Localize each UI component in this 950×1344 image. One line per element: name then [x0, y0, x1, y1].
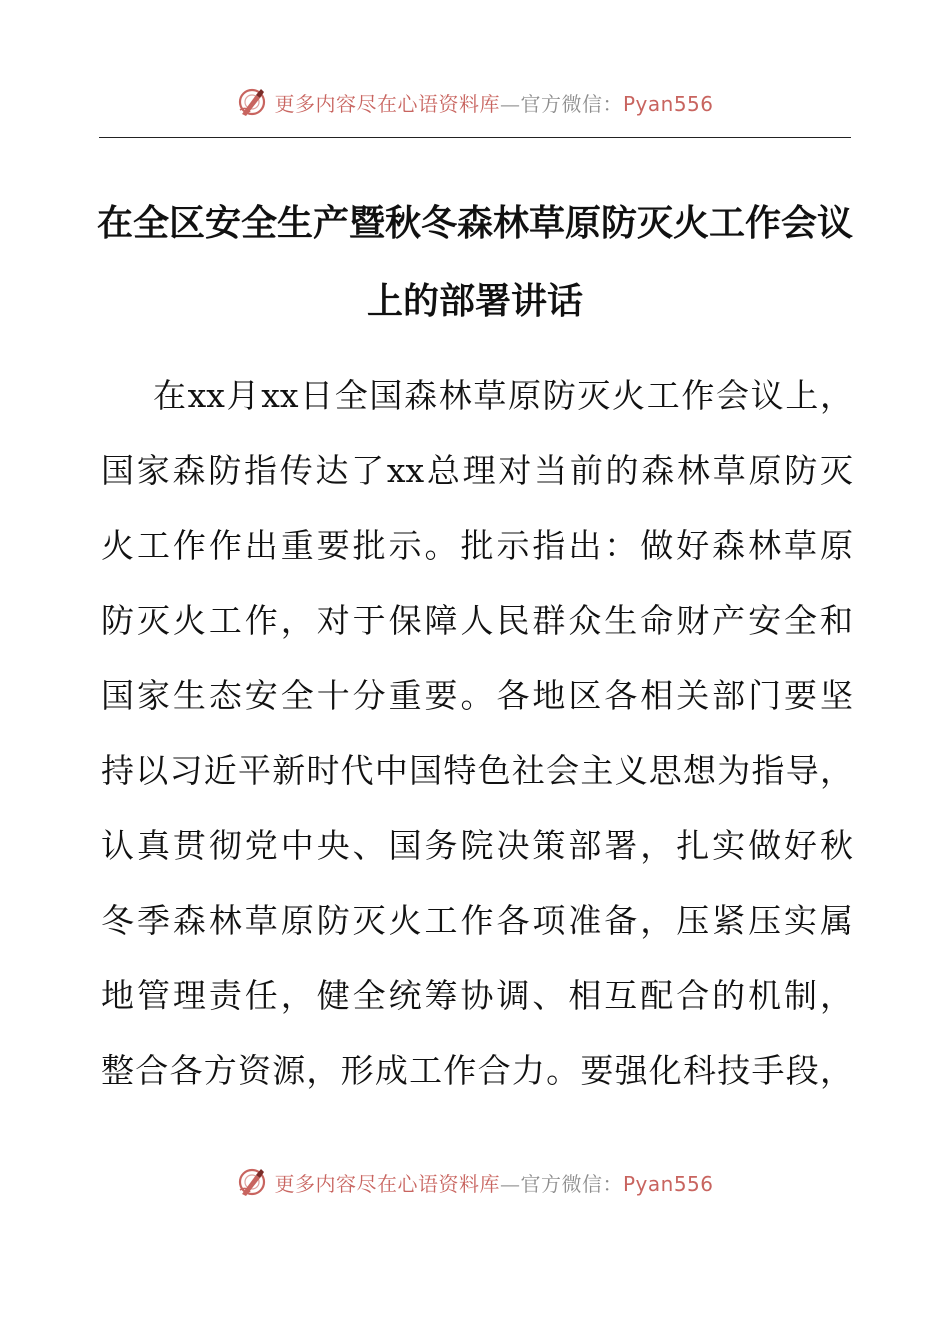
watermark-wechat-id: Pyan556 — [622, 91, 714, 116]
watermark-official: 官方微信： — [520, 91, 623, 116]
document-title-line-1: 在全区安全生产暨秋冬森林草原防灭火工作会议 — [96, 203, 853, 244]
watermark-lead: 更多内容尽在心语资料库 — [274, 1171, 500, 1196]
watermark-official: 官方微信： — [520, 1171, 623, 1196]
watermark-wechat-id: Pyan556 — [622, 1171, 714, 1196]
body-line: 火工作作出重要批示。批示指出：做好森林草原 — [101, 526, 853, 565]
body-line: 持以习近平新时代中国特色社会主义思想为指导， — [101, 751, 853, 790]
body-line: 国家森防指传达了xx总理对当前的森林草原防灭 — [101, 451, 853, 490]
body-line: 认真贯彻党中央、国务院决策部署，扎实做好秋 — [101, 826, 853, 865]
body-line: 防灭火工作，对于保障人民群众生命财产安全和 — [101, 601, 853, 640]
header-rule — [99, 137, 851, 138]
pen-logo-icon — [236, 1166, 268, 1198]
pen-logo-icon — [236, 86, 268, 118]
header-watermark — [0, 82, 950, 122]
body-line: 冬季森林草原防灭火工作各项准备，压紧压实属 — [101, 901, 853, 940]
body-line: 在xx月xx日全国森林草原防灭火工作会议上， — [153, 376, 853, 415]
body-line: 地管理责任，健全统筹协调、相互配合的机制， — [101, 976, 853, 1015]
footer-watermark — [0, 1162, 950, 1202]
body-line: 整合各方资源，形成工作合力。要强化科技手段， — [101, 1051, 853, 1090]
document-title-line-2: 上的部署讲话 — [366, 281, 583, 322]
watermark-dash: — — [499, 91, 521, 116]
watermark-dash: — — [499, 1171, 521, 1196]
body-line: 国家生态安全十分重要。各地区各相关部门要坚 — [101, 676, 853, 715]
watermark-lead: 更多内容尽在心语资料库 — [274, 91, 500, 116]
